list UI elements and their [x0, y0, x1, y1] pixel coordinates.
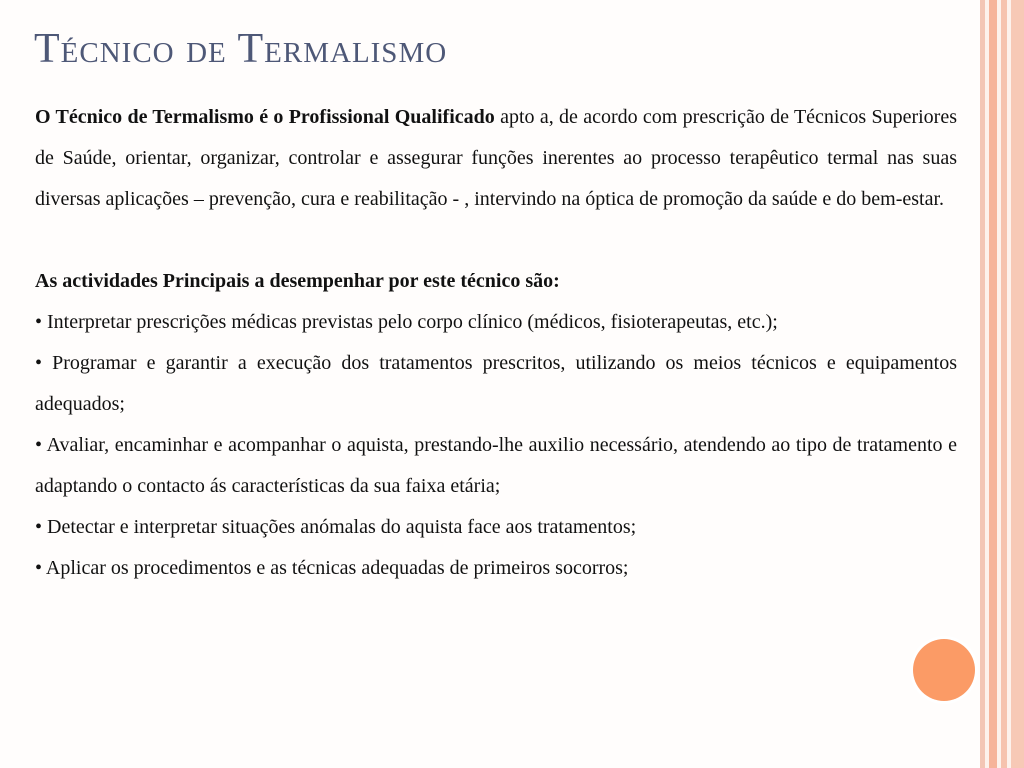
bullet-item: • Detectar e interpretar situações anómalas do aquista face aos tratamentos; — [35, 516, 637, 538]
decorative-stripe — [989, 0, 997, 768]
bullet-item: • Avaliar, encaminhar e acompanhar o aquista, prestando-lhe auxilio necessário, atendendo ao tipo de tratamento e adaptando o contacto ás características da sua faixa etária; — [35, 434, 957, 497]
slide-content — [35, 97, 957, 589]
activities-heading — [35, 261, 957, 302]
decorative-circle — [913, 639, 975, 701]
slide-title: Técnico de Termalismo — [34, 26, 448, 72]
paragraph-spacer — [35, 220, 957, 261]
intro-text: apto a, de acordo com prescrição de Técnicos Superiores de Saúde, orientar, organizar, controlar e assegurar funções inerentes ao processo terapêutico termal nas suas diversas aplicações – prevenção, cura e reabilitação - , intervindo na óptica de promoção da saúde e do bem-estar. — [35, 106, 957, 210]
bullet-item: • Interpretar prescrições médicas previstas pelo corpo clínico (médicos, fisioterapeutas, etc.); — [35, 311, 778, 333]
bullet-item: • Programar e garantir a execução dos tratamentos prescritos, utilizando os meios técnicos e equipamentos adequados; — [35, 352, 957, 415]
intro-bold-text: O Técnico de Termalismo é o Profissional Qualificado — [35, 106, 495, 128]
decorative-stripe — [1011, 0, 1024, 768]
intro-paragraph — [35, 97, 957, 220]
bullet-item: • Aplicar os procedimentos e as técnicas adequadas de primeiros socorros; — [35, 557, 629, 579]
activities-heading-text: As actividades Principais a desempenhar por este técnico são: — [35, 270, 560, 292]
